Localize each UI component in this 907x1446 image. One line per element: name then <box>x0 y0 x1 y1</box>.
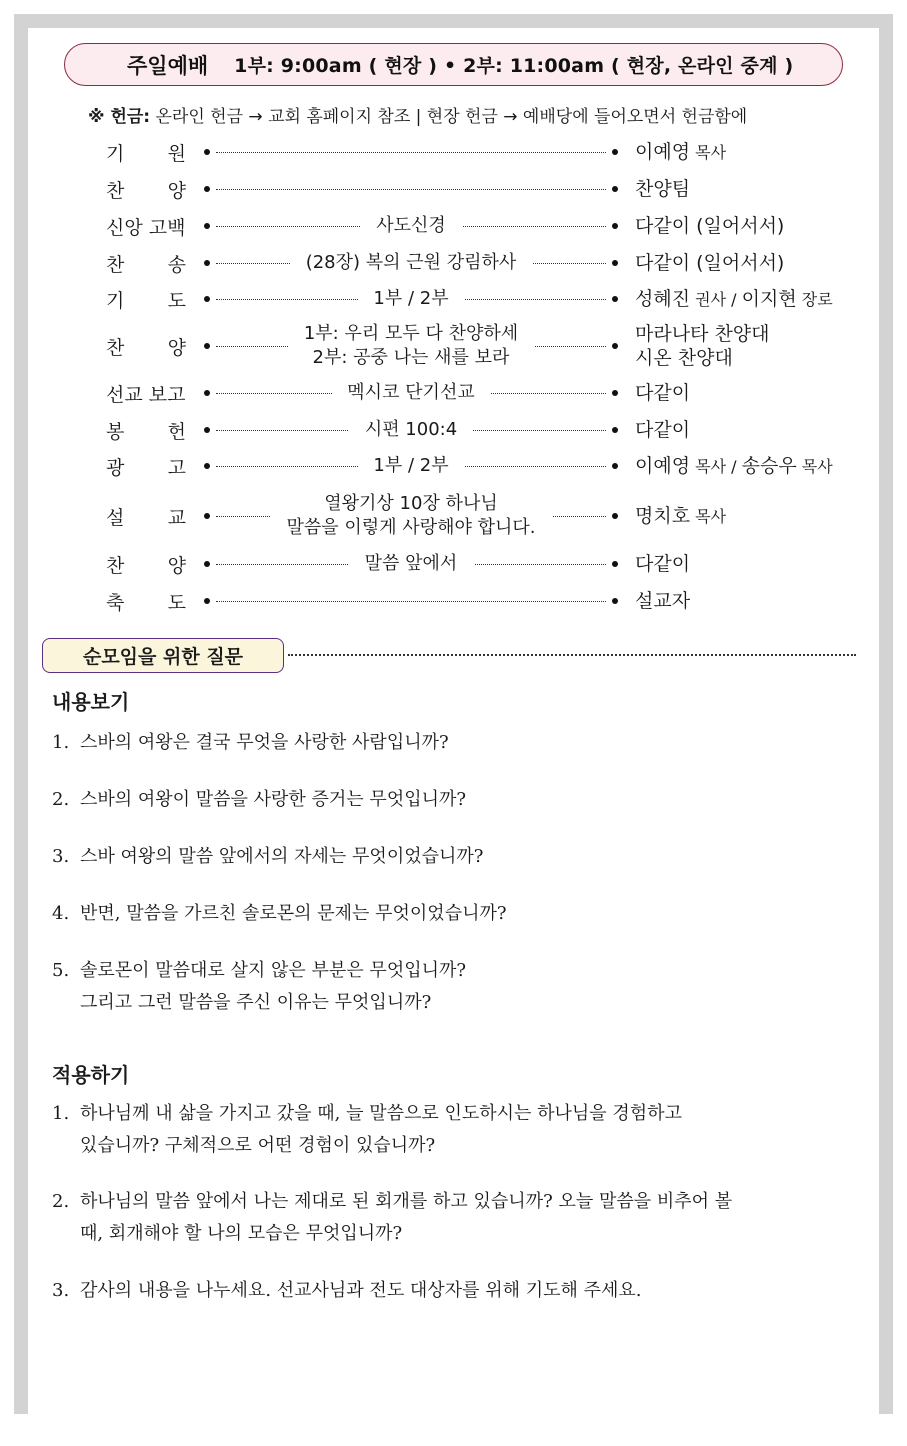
order-item <box>358 287 465 311</box>
order-label-part: 도 <box>167 591 186 614</box>
order-label-part: 광 <box>106 456 125 479</box>
leader-name: 이지현 <box>741 288 797 310</box>
leader-name: 성혜진 <box>635 288 691 310</box>
leader-role: 장로 <box>796 290 833 309</box>
order-item-line: 사도신경 <box>376 215 446 236</box>
question-number: 2. <box>52 1191 70 1212</box>
bullet-dot <box>204 598 210 604</box>
order-item-line: 말씀을 이렇게 사랑해야 합니다. <box>286 517 536 538</box>
order-label-part: 송 <box>167 253 186 276</box>
order-label-part: 기 <box>106 289 125 312</box>
leader-role: 목사 <box>690 507 727 526</box>
order-item-line: 열왕기상 10장 하나님 <box>324 493 498 514</box>
leader-name: 다같이 <box>635 382 691 404</box>
order-label-part: 봉 <box>106 420 125 443</box>
order-label-part: 선교 보고 <box>106 383 186 406</box>
section-title: 순모임을 위한 질문 <box>42 638 284 673</box>
question-number: 4. <box>52 903 70 924</box>
question-number: 3. <box>52 846 70 867</box>
order-label-part: 고 <box>167 456 186 479</box>
bullet-dot <box>612 427 618 433</box>
order-label-part: 양 <box>167 554 186 577</box>
order-label-part: 찬 <box>106 253 125 276</box>
leader-role: 목사 / <box>690 457 742 476</box>
order-item <box>358 454 465 478</box>
leader-name: 송승우 <box>741 455 797 477</box>
bullet-dot <box>204 296 210 302</box>
bullet-dot <box>612 260 618 266</box>
leader-role: 목사 <box>796 457 833 476</box>
order-label-part: 교 <box>167 506 186 529</box>
question-item <box>52 898 852 930</box>
question-text: 스바 여왕의 말씀 앞에서의 자세는 무엇이었습니까? <box>80 846 484 867</box>
question-text: 있습니까? 구체적으로 어떤 경험이 있습니까? <box>80 1135 436 1156</box>
order-leader <box>635 140 726 165</box>
leader-name: 시온 찬양대 <box>635 347 733 369</box>
bullet-dot <box>204 427 210 433</box>
bullet-dot <box>612 463 618 469</box>
order-leader <box>635 287 833 312</box>
order-label <box>106 250 186 276</box>
bullet-dot <box>612 390 618 396</box>
order-item <box>288 322 534 370</box>
question-number: 3. <box>52 1280 70 1301</box>
question-text: 반면, 말씀을 가르친 솔로몬의 문제는 무엇이었습니까? <box>80 903 507 924</box>
order-label <box>106 453 186 479</box>
leader-role: 권사 / <box>690 290 742 309</box>
order-item <box>332 381 491 405</box>
leader-name: 다같이 <box>635 553 691 575</box>
question-text: 하나님께 내 삶을 가지고 갔을 때, 늘 말씀으로 인도하시는 하나님을 경험하고 <box>80 1103 682 1124</box>
order-leader <box>635 322 770 370</box>
section-divider <box>288 654 856 656</box>
order-label <box>106 333 186 359</box>
bullet-dot <box>204 390 210 396</box>
order-label-part: 설 <box>106 506 125 529</box>
bullet-dot <box>612 223 618 229</box>
offering-note <box>88 102 747 127</box>
order-leader <box>635 177 690 201</box>
order-item-line: (28장) 복의 근원 강림하사 <box>305 252 517 273</box>
question-text: 감사의 내용을 나누세요. 선교사님과 전도 대상자를 위해 기도해 주세요. <box>80 1280 642 1301</box>
order-label-part: 찬 <box>106 336 125 359</box>
question-number: 1. <box>52 1103 70 1124</box>
leader-name: 이예영 <box>635 141 691 163</box>
leader-name: 이예영 <box>635 455 691 477</box>
question-text: 스바의 여왕이 말씀을 사랑한 증거는 무엇입니까? <box>80 789 467 810</box>
bullet-dot <box>612 186 618 192</box>
order-label <box>106 286 186 312</box>
bullet-dot <box>204 463 210 469</box>
order-leader <box>635 418 690 442</box>
order-label-part: 양 <box>167 179 186 202</box>
question-number: 2. <box>52 789 70 810</box>
bullet-dot <box>612 343 618 349</box>
order-leader <box>635 504 726 529</box>
service-header <box>64 43 843 86</box>
order-label-part: 축 <box>106 591 125 614</box>
bullet-dot <box>612 513 618 519</box>
order-label-part: 신앙 고백 <box>106 216 186 239</box>
service-times: 1부: 9:00am ( 현장 ) • 2부: 11:00am ( 현장, 온라인 중계 ) <box>234 55 794 77</box>
order-leader <box>635 251 784 275</box>
order-label-part: 찬 <box>106 179 125 202</box>
dotted-leader <box>216 189 606 190</box>
leader-name: 설교자 <box>635 590 691 612</box>
leader-name: 다같이 (일어서서) <box>635 252 785 274</box>
leader-name: 마라나타 찬양대 <box>635 323 770 345</box>
bullet-dot <box>204 186 210 192</box>
bullet-dot <box>204 343 210 349</box>
order-label <box>106 588 186 614</box>
order-label <box>106 503 186 529</box>
order-item <box>271 492 552 540</box>
order-item-line: 1부 / 2부 <box>373 455 449 476</box>
order-item-line: 1부 / 2부 <box>373 288 449 309</box>
order-label-part: 도 <box>167 289 186 312</box>
leader-role: 목사 <box>690 143 727 162</box>
order-label <box>106 213 186 239</box>
order-label <box>106 176 186 202</box>
question-item <box>52 1098 852 1162</box>
bullet-dot <box>204 561 210 567</box>
offering-text: 온라인 헌금 → 교회 홈페이지 참조 | 현장 헌금 → 예배당에 들어오면서 헌금함에 <box>155 107 748 127</box>
question-item <box>52 1275 852 1307</box>
bullet-dot <box>612 598 618 604</box>
order-item-line: 말씀 앞에서 <box>364 553 458 574</box>
question-text: 스바의 여왕은 결국 무엇을 사랑한 사람입니까? <box>80 732 449 753</box>
question-item <box>52 841 852 873</box>
leader-name: 다같이 (일어서서) <box>635 215 785 237</box>
order-label <box>106 139 186 165</box>
order-label <box>106 417 186 443</box>
bullet-dot <box>204 149 210 155</box>
order-item-line: 2부: 공중 나는 새를 보라 <box>312 347 510 368</box>
order-leader <box>635 589 690 613</box>
order-label <box>106 551 186 577</box>
bullet-dot <box>612 296 618 302</box>
order-label-part: 찬 <box>106 554 125 577</box>
dotted-leader <box>216 152 606 153</box>
content-heading: 내용보기 <box>52 690 130 714</box>
leader-name: 명치호 <box>635 505 691 527</box>
bullet-dot <box>204 260 210 266</box>
question-text: 그리고 그런 말씀을 주신 이유는 무엇입니까? <box>80 992 432 1013</box>
leader-name: 다같이 <box>635 419 691 441</box>
question-text: 하나님의 말씀 앞에서 나는 제대로 된 회개를 하고 있습니까? 오늘 말씀을 비추어 볼 <box>80 1191 733 1212</box>
order-item-line: 1부: 우리 모두 다 찬양하세 <box>303 323 519 344</box>
order-leader <box>635 381 690 405</box>
question-item <box>52 1186 852 1250</box>
bullet-dot <box>612 561 618 567</box>
question-number: 5. <box>52 960 70 981</box>
bullet-dot <box>204 223 210 229</box>
order-item-line: 시편 100:4 <box>364 419 458 440</box>
order-item-line: 멕시코 단기선교 <box>347 382 475 403</box>
order-item <box>349 552 474 576</box>
service-title: 주일예배 <box>127 53 209 78</box>
question-text: 솔로몬이 말씀대로 살지 않은 부분은 무엇입니까? <box>80 960 467 981</box>
order-leader <box>635 214 784 238</box>
dotted-leader <box>216 601 606 602</box>
question-item <box>52 955 852 1019</box>
order-label <box>106 380 186 406</box>
offering-mark: ※ 헌금: <box>88 107 151 127</box>
question-item <box>52 727 852 759</box>
bullet-dot <box>612 149 618 155</box>
question-text: 때, 회개해야 할 나의 모습은 무엇입니까? <box>80 1223 403 1244</box>
order-label-part: 헌 <box>167 420 186 443</box>
order-label-part: 양 <box>167 336 186 359</box>
order-label-part: 원 <box>167 142 186 165</box>
order-label-part: 기 <box>106 142 125 165</box>
order-leader <box>635 454 833 479</box>
order-leader <box>635 552 690 576</box>
question-number: 1. <box>52 732 70 753</box>
bullet-dot <box>204 513 210 519</box>
order-item <box>290 251 533 275</box>
apply-heading: 적용하기 <box>52 1063 130 1087</box>
order-item <box>349 418 473 442</box>
leader-name: 찬양팀 <box>635 178 691 200</box>
order-item <box>360 214 462 238</box>
question-item <box>52 784 852 816</box>
